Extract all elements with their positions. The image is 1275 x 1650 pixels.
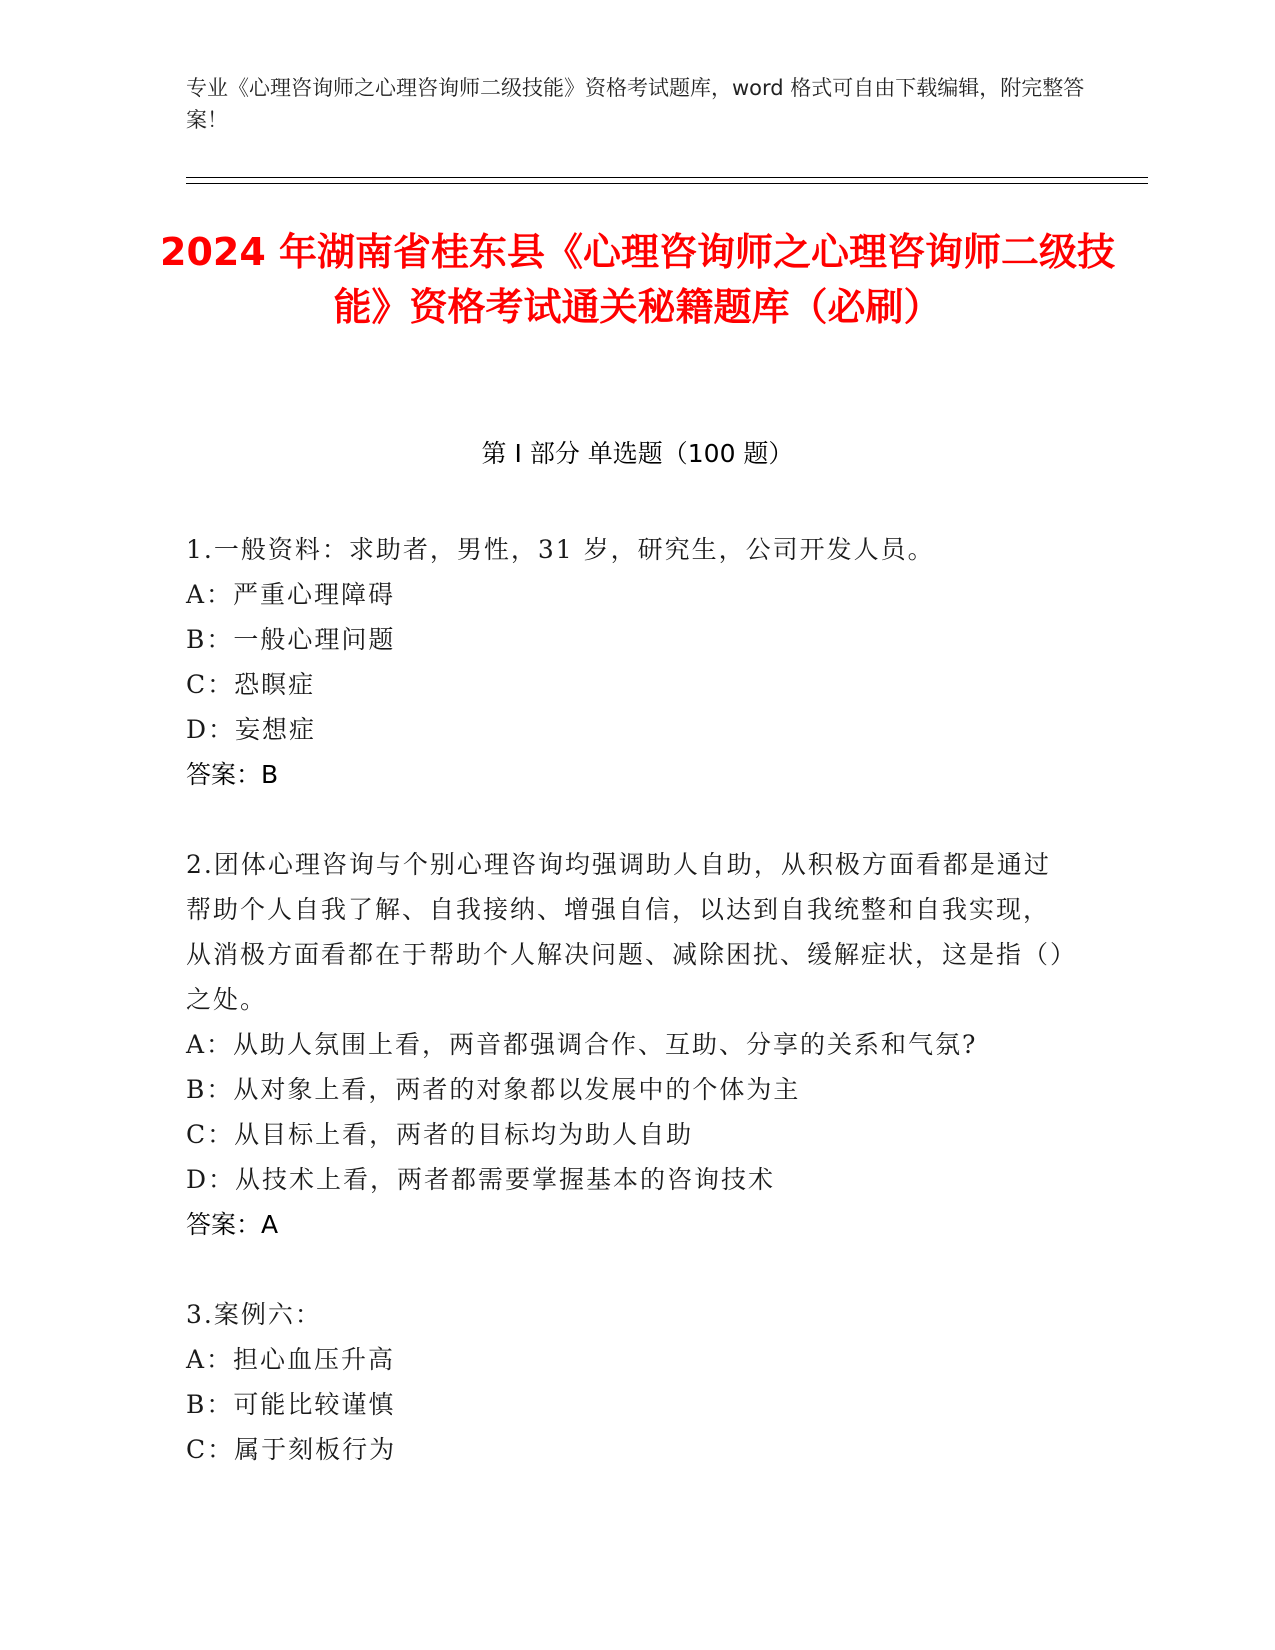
option-b: B：可能比较谨慎 xyxy=(186,1390,396,1419)
option-b: B：一般心理问题 xyxy=(186,625,396,654)
option-c: C：属于刻板行为 xyxy=(186,1435,397,1464)
question-stem: 3.案例六： xyxy=(186,1300,322,1329)
option-d: D：妄想症 xyxy=(186,715,317,744)
header-note: 专业《心理咨询师之心理咨询师二级技能》资格考试题库，word 格式可自由下载编辑，附完整答案！ xyxy=(186,76,1085,132)
question-list xyxy=(186,527,1066,1517)
document-title: 2024 年湖南省桂东县《心理咨询师之心理咨询师二级技能》资格考试通关秘籍题库（必刷） xyxy=(160,230,1115,329)
answer: 答案：A xyxy=(186,1210,279,1239)
header-rule-bottom xyxy=(186,183,1148,184)
option-d: D：从技术上看，两者都需要掌握基本的咨询技术 xyxy=(186,1165,776,1194)
question-stem: 2.团体心理咨询与个别心理咨询均强调助人自助，从积极方面看都是通过帮助个人自我了解、自我接纳、增强自信，以达到自我统整和自我实现，从消极方面看都在于帮助个人解决问题、减除困扰、缓解症状，这是指（）之处。 xyxy=(186,850,1065,1014)
option-b: B：从对象上看，两者的对象都以发展中的个体为主 xyxy=(186,1075,801,1104)
answer: 答案：B xyxy=(186,760,279,789)
question-stem: 1.一般资料：求助者，男性，31 岁，研究生，公司开发人员。 xyxy=(186,535,935,564)
question-2 xyxy=(186,842,1066,1247)
question-1 xyxy=(186,527,1066,797)
option-a: A：从助人氛围上看，两音都强调合作、互助、分享的关系和气氛? xyxy=(186,1030,978,1059)
question-3 xyxy=(186,1292,1066,1472)
option-a: A：严重心理障碍 xyxy=(186,580,396,609)
option-c: C：从目标上看，两者的目标均为助人自助 xyxy=(186,1120,694,1149)
header-rule-top xyxy=(186,177,1148,178)
section-title: 第 I 部分 单选题（100 题） xyxy=(481,439,794,468)
option-c: C：恐瞑症 xyxy=(186,670,316,699)
option-a: A：担心血压升高 xyxy=(186,1345,396,1374)
